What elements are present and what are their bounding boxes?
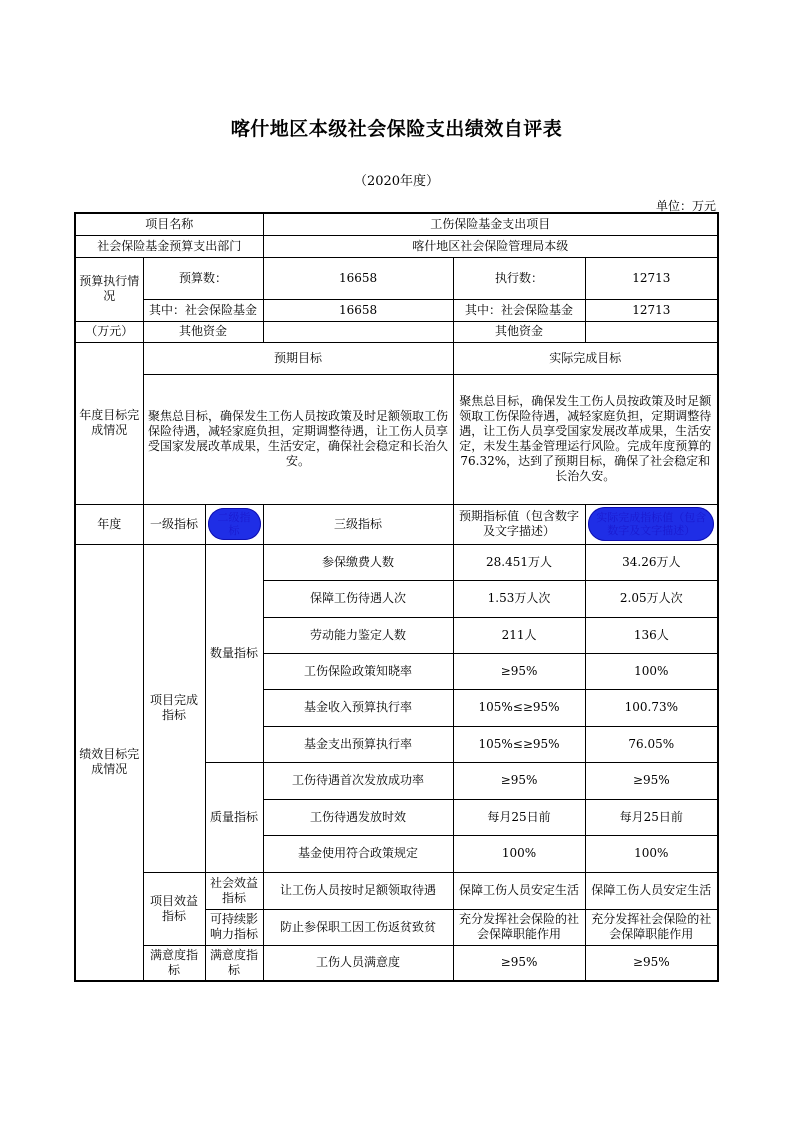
indicator-expected: 每月25日前 (453, 799, 585, 835)
fund-budget-value: 16658 (263, 299, 453, 321)
indicator-expected: 105%≤≥95% (453, 726, 585, 762)
page-title: 喀什地区本级社会保险支出绩效自评表 (230, 118, 563, 140)
indicator-expected: ≥95% (453, 762, 585, 799)
social-benefit-label: 社会效益指标 (205, 872, 263, 909)
other-funds-exec (585, 321, 718, 342)
actual-goal-header: 实际完成目标 (453, 342, 718, 374)
other-funds-budget (263, 321, 453, 342)
indicator-actual: 2.05万人次 (585, 580, 718, 617)
actual-value-header-cell (585, 504, 718, 544)
indicator-name: 基金使用符合政策规定 (263, 835, 453, 872)
indicator-name: 基金支出预算执行率 (263, 726, 453, 762)
level2-header: 二级指标 (208, 508, 261, 540)
indicator-actual: 100% (585, 835, 718, 872)
project-name-label: 项目名称 (75, 213, 263, 235)
quantity-indicator-label: 数量指标 (205, 544, 263, 762)
indicator-expected: 28.451万人 (453, 544, 585, 580)
indicator-actual: 保障工伤人员安定生活 (585, 872, 718, 909)
unit-label: 单位：万元 (655, 199, 716, 213)
indicator-expected: 211人 (453, 617, 585, 653)
benefit-indicator-label: 项目效益指标 (143, 872, 205, 945)
budget-section-label: 预算执行情况 (75, 257, 143, 321)
indicator-actual: 136人 (585, 617, 718, 653)
indicator-expected: 1.53万人次 (453, 580, 585, 617)
indicator-actual: ≥95% (585, 762, 718, 799)
other-funds-label: 其他资金 (143, 321, 263, 342)
exec-label: 执行数： (453, 257, 585, 299)
indicator-name: 基金收入预算执行率 (263, 689, 453, 726)
budget-unit-label: （万元） (75, 321, 143, 342)
satisfaction-level1-label: 满意度指标 (143, 945, 205, 981)
performance-table (74, 212, 719, 982)
project-name-value: 工伤保险基金支出项目 (263, 213, 718, 235)
indicator-name: 工伤待遇发放时效 (263, 799, 453, 835)
indicator-name: 防止参保职工因工伤返贫致贫 (263, 909, 453, 945)
dept-value: 喀什地区社会保险管理局本级 (263, 235, 718, 257)
indicator-actual: 34.26万人 (585, 544, 718, 580)
satisfaction-level2-label: 满意度指标 (205, 945, 263, 981)
indicator-name: 工伤保险政策知晓率 (263, 653, 453, 689)
dept-label: 社会保险基金预算支出部门 (75, 235, 263, 257)
expected-goal-header: 预期目标 (143, 342, 453, 374)
indicator-name: 让工伤人员按时足额领取待遇 (263, 872, 453, 909)
indicator-expected: 105%≤≥95% (453, 689, 585, 726)
performance-label: 绩效目标完成情况 (75, 544, 143, 981)
fund-exec-label: 其中：社会保险基金 (453, 299, 585, 321)
indicator-name: 工伤待遇首次发放成功率 (263, 762, 453, 799)
quality-indicator-label: 质量指标 (205, 762, 263, 872)
expected-value-header: 预期指标值（包含数字及文字描述） (453, 504, 585, 544)
completion-indicator-label: 项目完成指标 (143, 544, 205, 872)
indicator-actual: 100.73% (585, 689, 718, 726)
indicator-actual: 100% (585, 653, 718, 689)
indicator-name: 工伤人员满意度 (263, 945, 453, 981)
indicator-expected: 100% (453, 835, 585, 872)
fund-exec-value: 12713 (585, 299, 718, 321)
annual-goal-label: 年度目标完成情况 (75, 342, 143, 504)
actual-goal-text: 聚焦总目标，确保发生工伤人员按政策及时足额领取工伤保险待遇，减轻家庭负担，定期调整待遇，让工伤人员享受国家发展改革成果，生活安定，未发生基金管理运行风险。完成年度预算的76.32%，达到了预期目标，确保了社会稳定和长治久安。 (453, 374, 718, 504)
indicator-actual: ≥95% (585, 945, 718, 981)
indicator-expected: 保障工伤人员安定生活 (453, 872, 585, 909)
indicator-actual: 76.05% (585, 726, 718, 762)
budget-label: 预算数： (143, 257, 263, 299)
budget-value: 16658 (263, 257, 453, 299)
exec-value: 12713 (585, 257, 718, 299)
level2-header-cell (205, 504, 263, 544)
level3-header: 三级指标 (263, 504, 453, 544)
expected-goal-text: 聚焦总目标，确保发生工伤人员按政策及时足额领取工伤保险待遇，减轻家庭负担，定期调整待遇，让工伤人员享受国家发展改革成果，生活安定，确保社会稳定和长治久安。 (143, 374, 453, 504)
year-header: 年度 (75, 504, 143, 544)
year-line: （2020年度） (353, 174, 440, 189)
indicator-actual: 每月25日前 (585, 799, 718, 835)
other-funds-exec-label: 其他资金 (453, 321, 585, 342)
indicator-name: 参保缴费人数 (263, 544, 453, 580)
level1-header: 一级指标 (143, 504, 205, 544)
indicator-actual: 充分发挥社会保险的社会保障职能作用 (585, 909, 718, 945)
indicator-expected: ≥95% (453, 945, 585, 981)
indicator-expected: ≥95% (453, 653, 585, 689)
indicator-expected: 充分发挥社会保险的社会保障职能作用 (453, 909, 585, 945)
indicator-name: 劳动能力鉴定人数 (263, 617, 453, 653)
indicator-name: 保障工伤待遇人次 (263, 580, 453, 617)
fund-label: 其中：社会保险基金 (143, 299, 263, 321)
actual-value-header: 实际完成指标值（包含数字及文字描述） (588, 507, 714, 541)
sustainability-label: 可持续影响力指标 (205, 909, 263, 945)
